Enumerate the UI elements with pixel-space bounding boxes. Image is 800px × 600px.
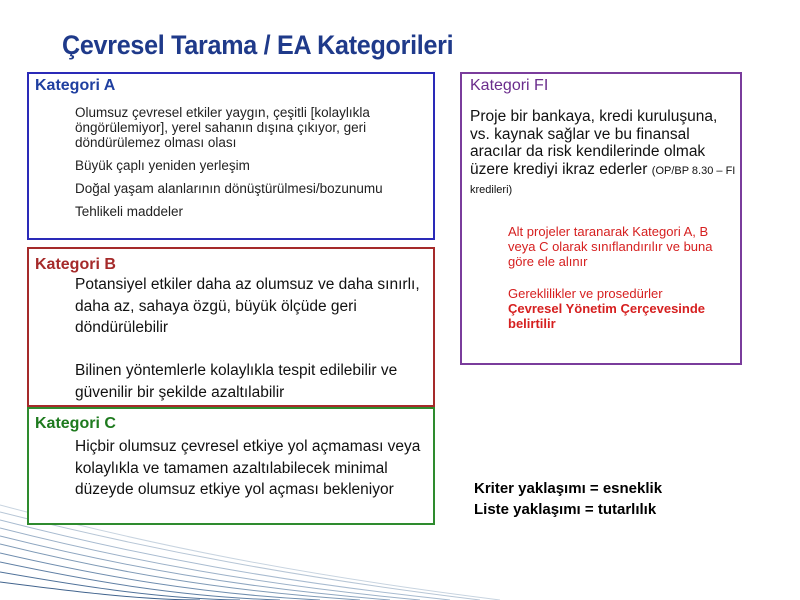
category-a-box [27, 72, 435, 240]
category-fi-note-2-plain: Gereklilikler ve prosedürler [508, 286, 663, 301]
category-b-text-1: Potansiyel etkiler daha az olumsuz ve daha sınırlı, daha az, sahaya özgü, büyük ölçüde geri döndürülebilir [75, 276, 420, 336]
category-c-box [27, 407, 435, 525]
category-b-heading: Kategori B [35, 256, 116, 273]
category-fi-main-text: Proje bir bankaya, kredi kuruluşuna, vs. kaynak sağlar ve bu finansal aracılar da risk kendilerinde olmak üzere krediyi ikraz ederler [470, 108, 718, 178]
category-fi-heading: Kategori FI [470, 77, 549, 94]
category-c-text: Hiçbir olumsuz çevresel etkiye yol açmaması veya kolaylıkla ve tamamen azaltılabilecek minimal düzeyde olumsuz etkiye yol açması bekleniyor [75, 438, 421, 498]
category-fi-note-2-bold: Çevresel Yönetim Çerçevesinde belirtilir [508, 301, 706, 331]
list-item: Olumsuz çevresel etkiler yaygın, çeşitli [kolaylıkla öngörülemiyor], yerel sahanın dışına çıkıyor, geri döndürülemez olması olası [75, 105, 370, 150]
list-item: Doğal yaşam alanlarının dönüştürülmesi/bozunumu [75, 181, 383, 196]
category-fi-reference: (OP/BP 8.30 – FI kredileri) [470, 164, 736, 196]
category-a-list [75, 105, 431, 227]
list-item: Tehlikeli maddeler [75, 204, 184, 219]
category-fi-box [460, 72, 742, 365]
category-c-heading: Kategori C [35, 415, 116, 432]
criteria-line-1: Kriter yaklaşımı = esneklik [474, 480, 663, 497]
list-item: Büyük çaplı yeniden yerleşim [75, 158, 250, 173]
page-title: Çevresel Tarama / EA Kategorileri [62, 30, 454, 60]
criteria-line-2: Liste yaklaşımı = tutarlılık [474, 501, 657, 518]
category-b-text-2: Bilinen yöntemlerle kolaylıkla tespit edilebilir ve güvenilir bir şekilde azaltılabilir [75, 362, 398, 401]
category-fi-note-1: Alt projeler taranarak Kategori A, B veya C olarak sınıflandırılır ve buna göre ele alınır [508, 224, 713, 269]
category-b-box [27, 247, 435, 407]
category-a-heading: Kategori A [35, 77, 116, 94]
category-fi-note-2 [508, 286, 738, 331]
category-fi-text [470, 108, 738, 200]
